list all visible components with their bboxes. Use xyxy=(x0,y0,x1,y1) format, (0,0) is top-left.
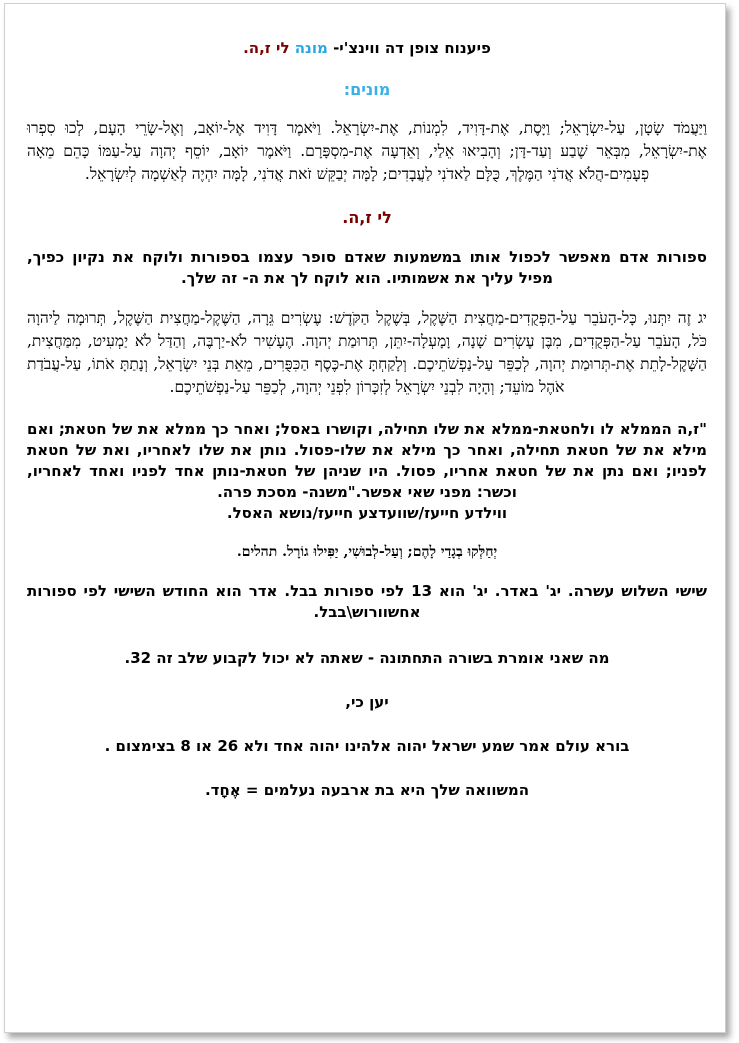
heading-monim: מונים: xyxy=(343,80,391,99)
document-content xyxy=(27,28,707,799)
verse-block-2: יג זֶה יִתְּנוּ, כָּל-הָעֹבֵר עַל-הַפְּקֻדִים-מַחֲצִית הַשֶּׁקֶל, בְּשֶׁקֶל הַקֹּדֶשׁ: עֶשְׂרִים גֵּרָה, הַשֶּׁקֶל-מַחֲצִית הַשֶּׁקֶל, תְּרוּמָה לַיהוָה כֹּל, הָעֹבֵר עַל-הַפְּקֻדִים, מִבֶּן עֶשְׂרִים שָׁנָה, וָמָעְלָה-יִתֵּן, תְּרוּמַת יְהוָה. הֶעָשִׁיר לֹא-יַרְבֶּה, וְהַדַּל לֹא יַמְעִיט, מִמַּחֲצִית, הַשָּׁקֶל-לָתֵת אֶת-תְּרוּמַת יְהוָה, לְכַפֵּר עַל-נַפְשֹׁתֵיכֶם. וְלָקַחְתָּ אֶת-כֶּסֶף הַכִּפֻּרִים, מֵאֵת בְּנֵי יִשְׂרָאֵל, וְנָתַתָּ אֹתוֹ, עַל-עֲבֹדַת אֹהֶל מוֹעֵד; וְהָיָה לִבְנֵי יִשְׂרָאֵל לְזִכָּרוֹן לִפְנֵי יְהוָה, לְכַפֵּר עַל-נַפְשֹׁתֵיכֶם. xyxy=(27,309,707,396)
title-blue-word: מונה xyxy=(294,39,328,57)
paragraph-4: מה שאני אומרת בשורה התחתונה - שאתה לא יכול לקבוע שלב זה 32. xyxy=(124,649,610,667)
paragraph-5: יען כי, xyxy=(345,693,389,711)
paragraph-2: "ז,ה הממלא לו ולחטאת-ממלא את שלו תחילה, וקושרו באסל; ואחר כך ממלא את של חטאת; ואם מילא את של חטאת תחילה, ואחר כך מילא את שלו-פסול. נותן את שלו לאחריו, ואת של חטאת לפניו; ואם נתן את של חטאת אחריו, פסול. היו שניהן של חטאת-נותן אחד לפניו ואחד לאחריו, וכשר: מפני שאי אפשר."משנה- מסכת פרה. xyxy=(27,420,707,501)
paragraph-3: שישי השלוש עשרה. יג' באדר. יג' הוא 13 לפי ספורות בבל. אדר הוא החודש השישי לפי ספורות אחשוורוש\בבל. xyxy=(27,582,707,621)
paragraph-7: המשוואה שלך היא בת ארבעה נעלמים = אֶחָד. xyxy=(204,781,530,799)
psalm-quote: יְחַלְּקוּ בְגָדַי לָהֶם; וְעַל-לְבוּשִׁי, יַפִּילוּ גוֹרָל. תהלים. xyxy=(236,544,498,560)
document-page xyxy=(4,3,726,1033)
paragraph-1: ספורות אדם מאפשר לכפול אותו במשמעות שאדם סופר עצמו בספורות ולוקח את נקיון כפיך, מפיל עליך את אשמותיו. הוא לוקח לך את ה- זה שלך. xyxy=(27,248,707,287)
title-maroon-word: לי ז,ה. xyxy=(243,39,295,57)
paragraph-2-credit: ווילדע חייעז/שוועדצע חייעז/נושא האסל. xyxy=(226,504,508,522)
paragraph-6: בורא עולם אמר שמע ישראל יהוה אלהינו יהוה אחד ולא 26 או 8 בצימצום . xyxy=(104,737,630,755)
title-prefix: פיענוח צופן דה ווינצ'י- xyxy=(327,39,491,57)
page-title xyxy=(27,38,707,58)
verse-block-1: וַיַּעֲמֹד שָׂטָן, עַל-יִשְׂרָאֵל; וַיָּסֶת, אֶת-דָּוִיד, לִמְנוֹת, אֶת-יִשְׂרָאֵל. וַיֹּאמֶר דָּוִיד אֶל-יוֹאָב, וְאֶל-שָׂרֵי הָעָם, לְכוּ סִפְרוּ אֶת-יִשְׂרָאֵל, מִבְּאֵר שֶׁבַע וְעַד-דָּן; וְהָבִיאוּ אֵלַי, וְאֵדְעָה אֶת-מִסְפָּרָם. וַיֹּאמֶר יוֹאָב, יוֹסֵף יְהוָה עַל-עַמּוֹ כָּהֵם מֵאָה פְעָמִים-הֲלֹא אֲדֹנִי הַמֶּלֶךְ, כֻּלָּם לַאדֹנִי לַעֲבָדִים; לָמָּה יְבַקֵּשׁ זֹאת אֲדֹנִי, לָמָּה יִהְיֶה לְאַשְׁמָה לְיִשְׂרָאֵל. xyxy=(27,119,707,183)
heading-li-zh: לי ז,ה. xyxy=(342,208,392,227)
